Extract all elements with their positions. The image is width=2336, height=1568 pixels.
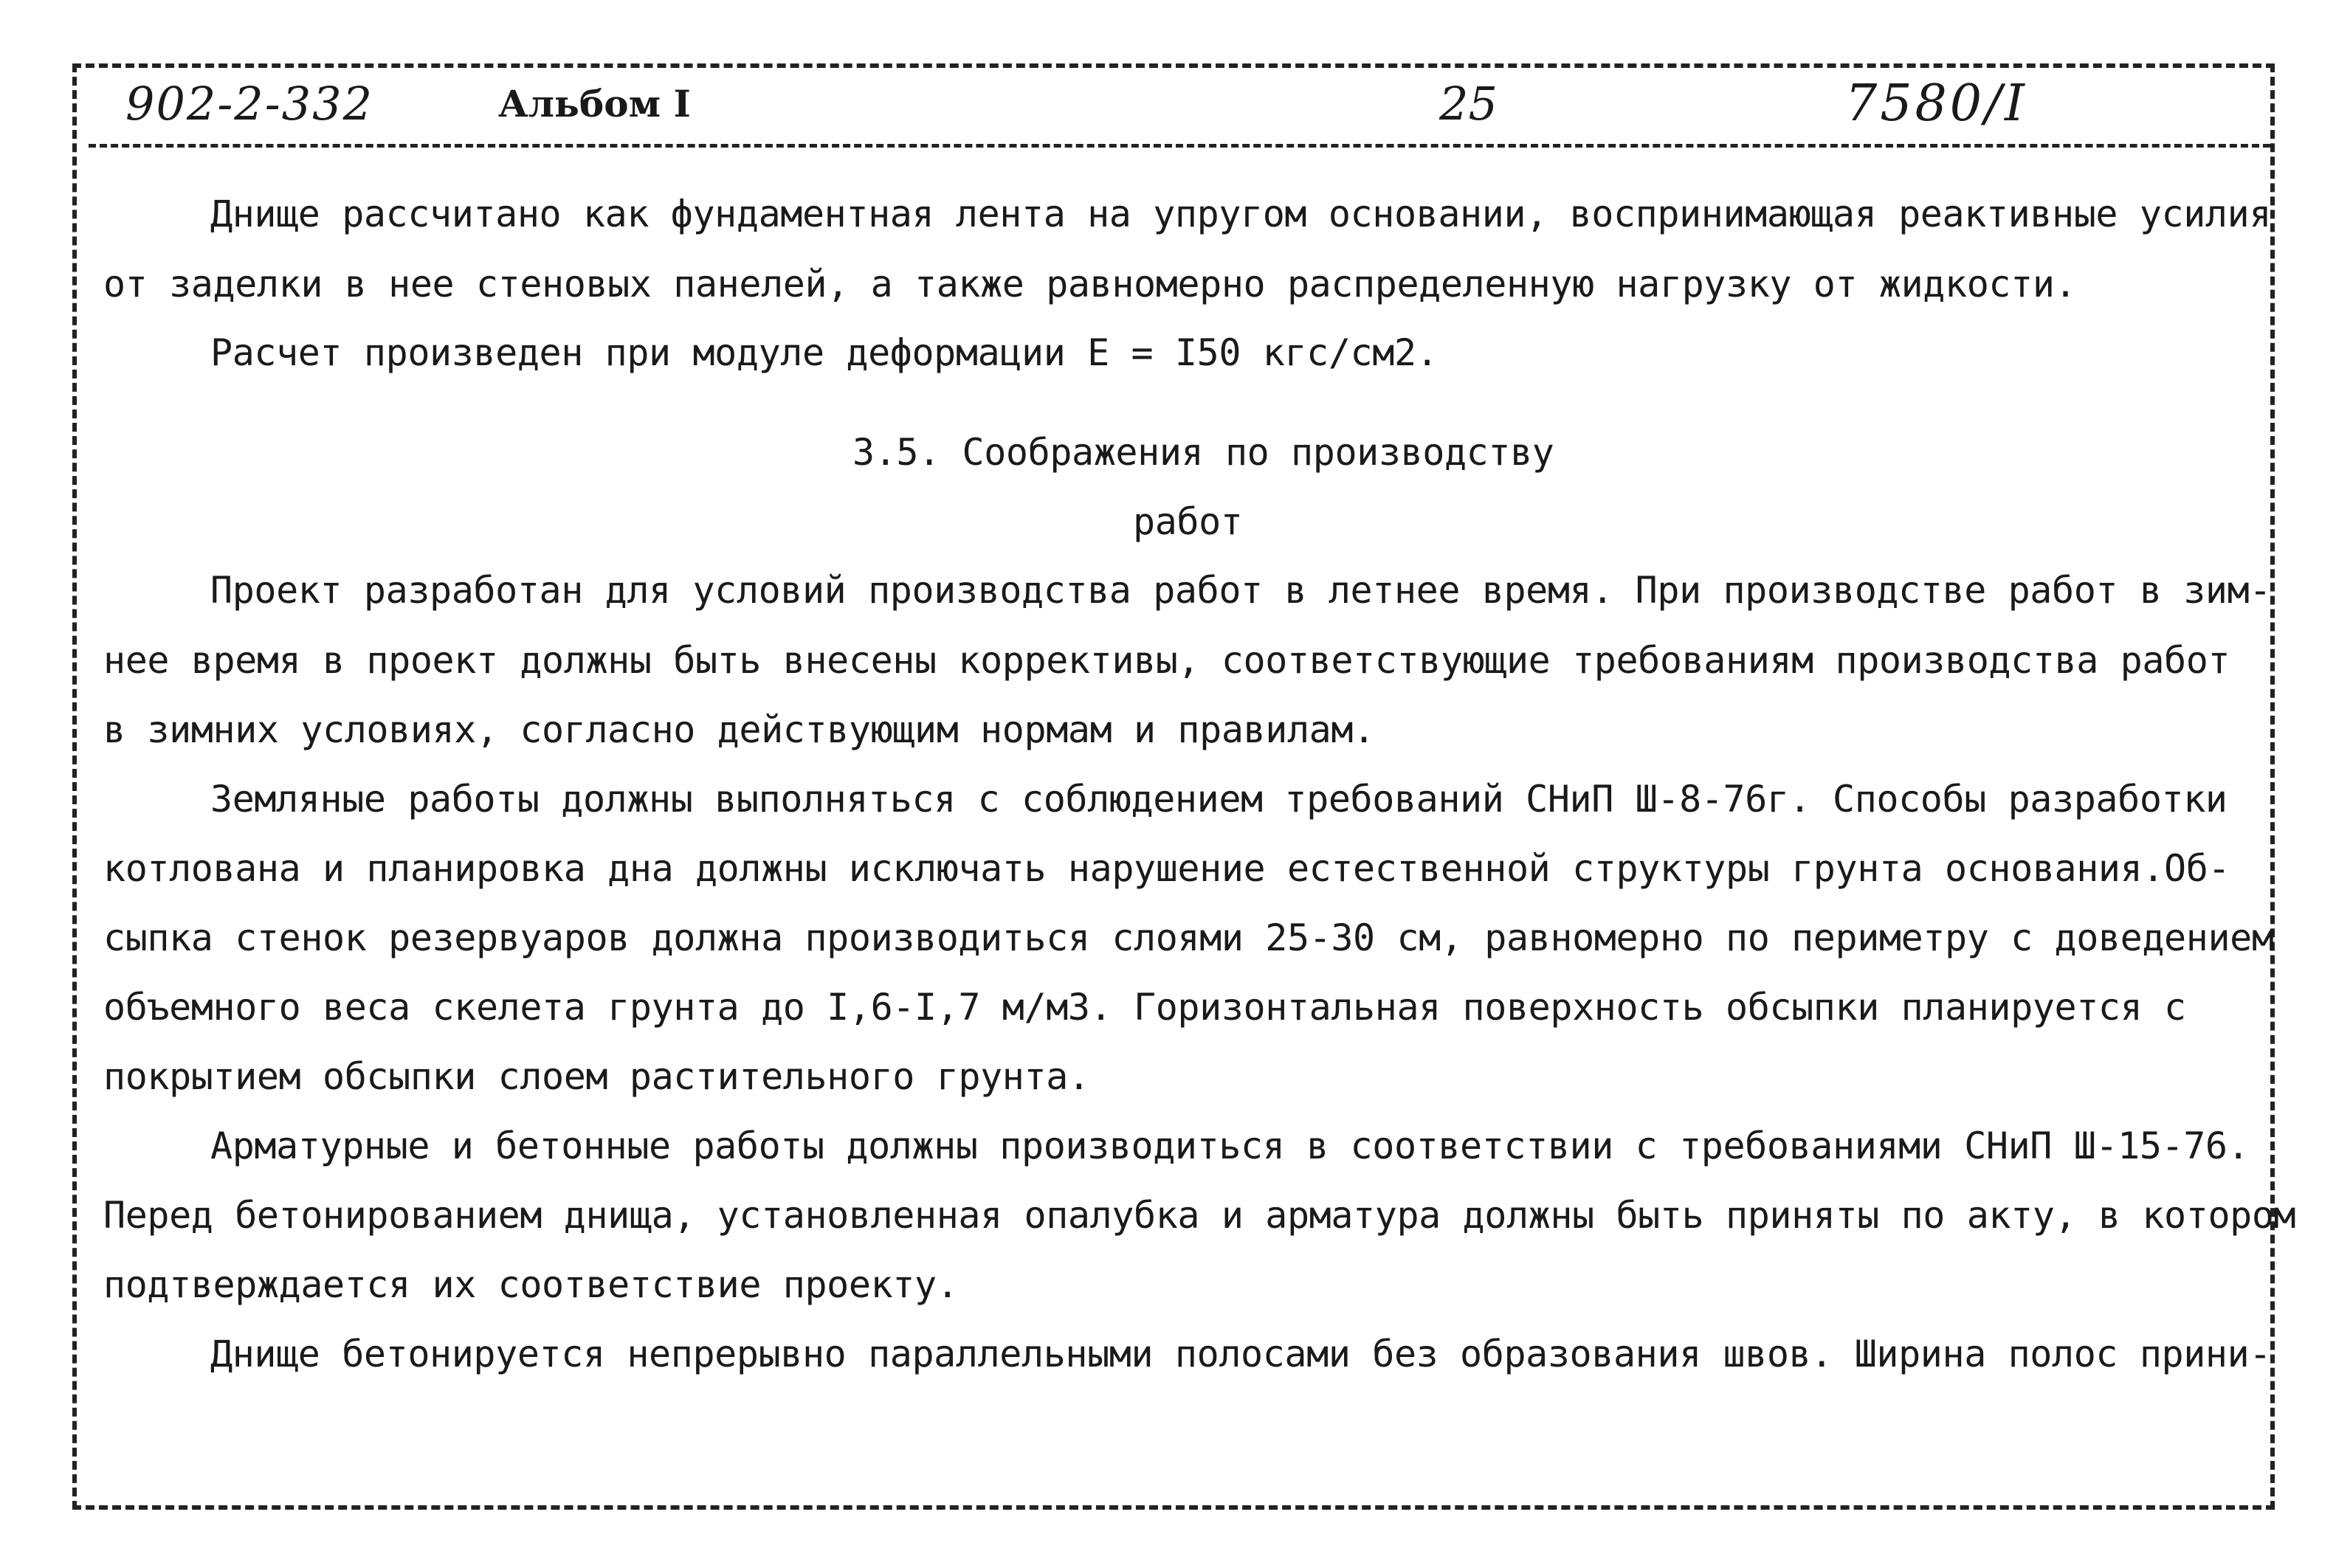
frame-top-border xyxy=(72,63,2275,68)
text-line: Днище бетонируется непрерывно параллельными полосами без образования швов. Ширина полос прини- xyxy=(210,1333,2272,1375)
text-line: подтверждается их соответствие проекту. xyxy=(103,1263,959,1306)
text-line: от заделки в нее стеновых панелей, а также равномерно распределенную нагрузку от жидкости. xyxy=(103,263,2077,305)
text-line: Перед бетонированием днища, установленная опалубка и арматура должны быть приняты по акту, в котором xyxy=(103,1194,2296,1237)
text-line: Земляные работы должны выполняться с соблюдением требований СНиП Ш-8-76г. Способы разработки xyxy=(210,778,2228,821)
section-title-continuation: работ xyxy=(1133,500,1243,543)
frame-left-border xyxy=(72,63,77,1510)
section-title: 3.5. Соображения по производству xyxy=(852,431,1554,474)
text-line: нее время в проект должны быть внесены коррективы, соответствующие требованиям производства работ xyxy=(103,639,2230,682)
text-line: Расчет произведен при модуле деформации E = I50 кгс/см2. xyxy=(210,331,1439,374)
text-line: объемного веса скелета грунта до I,6-I,7 м/м3. Горизонтальная поверхность обсыпки планируется с xyxy=(103,986,2186,1029)
frame-right-border xyxy=(2270,63,2275,1510)
document-code: 902-2-332 xyxy=(125,77,374,131)
text-line: сыпка стенок резервуаров должна производиться слоями 25-30 см, равномерно по периметру с доведением xyxy=(103,916,2274,959)
text-line: в зимних условиях, согласно действующим нормам и правилам. xyxy=(103,708,1375,751)
text-line: Проект разработан для условий производства работ в летнее время. При производстве работ в зим- xyxy=(210,569,2272,612)
text-line: Днище рассчитано как фундаментная лента на упругом основании, воспринимающая реактивные усилия xyxy=(210,193,2272,235)
album-label: Альбом I xyxy=(498,82,691,125)
text-line: покрытием обсыпки слоем растительного грунта. xyxy=(103,1055,1090,1098)
document-number: 7580/I xyxy=(1845,75,2027,133)
text-line: котлована и планировка дна должны исключать нарушение естественной структуры грунта основания.Об- xyxy=(103,847,2230,890)
frame-bottom-border xyxy=(72,1505,2275,1510)
text-line: Арматурные и бетонные работы должны производиться в соответствии с требованиями СНиП Ш-15-76. xyxy=(210,1125,2250,1167)
header-divider xyxy=(89,144,2270,148)
page-number: 25 xyxy=(1439,77,1498,131)
